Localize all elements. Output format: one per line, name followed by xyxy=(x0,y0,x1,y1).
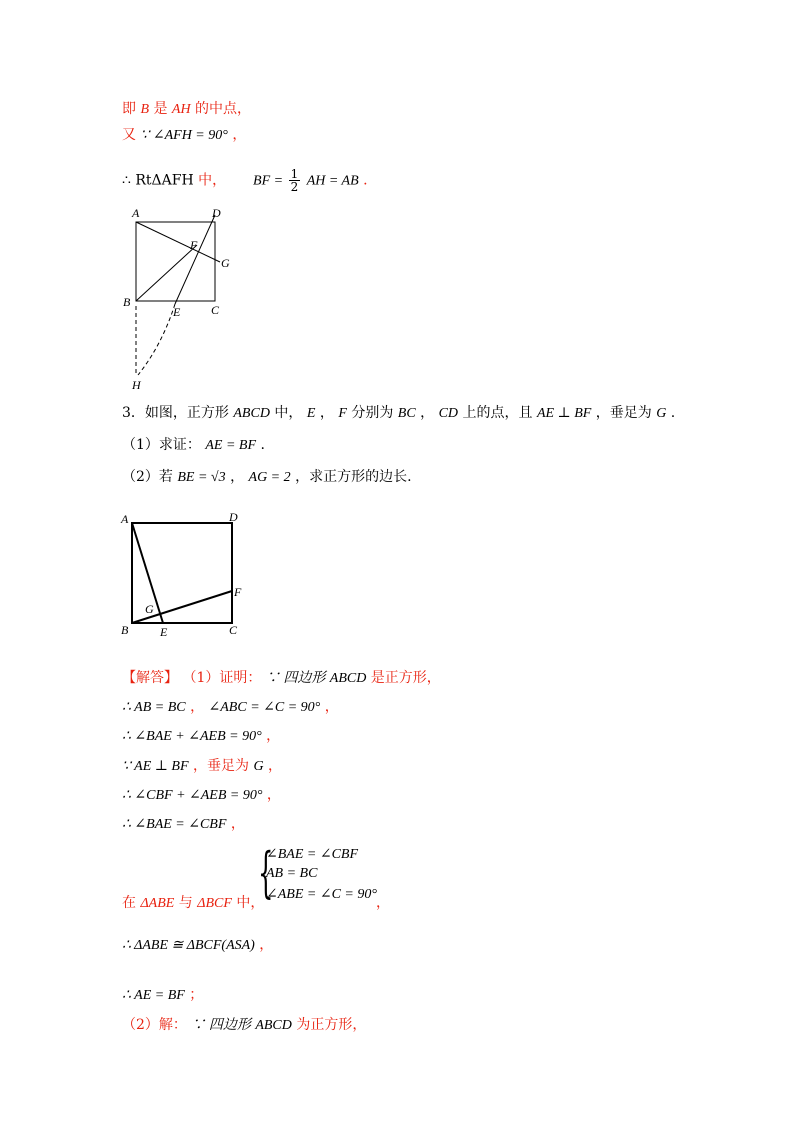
figure-2-square-diagram xyxy=(115,508,255,643)
label-c: C xyxy=(211,303,220,317)
system-line-1: ∠BAE = ∠CBF xyxy=(266,847,359,862)
system-brace: { xyxy=(258,841,274,904)
label-a: A xyxy=(121,512,129,526)
solution-line-2: ∴ AB = BC ， ∠ABC = ∠C = 90° ， xyxy=(122,699,339,715)
label-h: H xyxy=(132,378,141,392)
solution-line-6: ∴ ∠BAE = ∠CBF ， xyxy=(122,816,245,832)
label-b: B xyxy=(123,295,131,309)
system-line-3: ∠ABE = ∠C = 90° xyxy=(266,887,377,902)
solution-line-7: 在 ΔABE 与 ΔBCF 中， xyxy=(122,895,265,911)
solution-line-9: ∴ AE = BF ； xyxy=(122,987,204,1003)
system-line-2: AB = BC xyxy=(266,866,318,881)
segment-ag xyxy=(136,222,220,262)
label-f: F xyxy=(190,238,198,252)
label-e: E xyxy=(173,305,181,319)
system-trailing-comma: ， xyxy=(376,895,390,911)
label-b: B xyxy=(121,623,129,637)
problem-3-part-1: （1）求证： AE = BF . xyxy=(122,437,265,453)
solution-line-4: ∵ AE ⊥ BF ，垂足为 G ， xyxy=(122,758,283,774)
problem-3-statement: 3．如图，正方形 ABCD 中， E ， F 分别为 BC ， CD 上的点，且 AE ⊥ BF ，垂足为 G . xyxy=(122,405,676,421)
label-f: F xyxy=(234,585,242,599)
label-c: C xyxy=(229,623,238,637)
square-abcd xyxy=(136,222,215,301)
figure-1-square-diagram xyxy=(120,200,250,396)
segment-bf xyxy=(136,245,197,301)
solution-line-3: ∴ ∠BAE + ∠AEB = 90° ， xyxy=(122,728,281,744)
line-angle-afh: 又 ∵ ∠AFH = 90° ， xyxy=(122,127,247,143)
solution-line-1: 【解答】 （1）证明： ∵ 四边形 ABCD 是正方形， xyxy=(122,670,441,686)
label-a: A xyxy=(132,206,140,220)
label-g: G xyxy=(221,256,230,270)
label-d: D xyxy=(229,510,238,524)
label-e: E xyxy=(160,625,168,639)
solution-line-8: ∴ ΔABE ≅ ΔBCF(ASA) ， xyxy=(122,937,274,953)
problem-3-part-2: （2）若 BE = √3 ， AG = 2 ，求正方形的边长. xyxy=(122,469,412,485)
arc-eh-dashed xyxy=(138,304,175,375)
line-midpoint: 即 B 是 AH 的中点， xyxy=(122,101,252,117)
solution-line-5: ∴ ∠CBF + ∠AEB = 90° ， xyxy=(122,787,281,803)
line-rt-triangle: ∴ RtΔAFH 中， BF = $\frac{1}{2}$ AH = AB . xyxy=(122,167,368,194)
solution-line-10: （2）解： ∵ 四边形 ABCD 为正方形， xyxy=(122,1017,367,1033)
label-g: G xyxy=(145,602,154,616)
fraction-one-half: $\frac{1}{2}$ xyxy=(290,167,299,194)
label-d: D xyxy=(212,206,221,220)
